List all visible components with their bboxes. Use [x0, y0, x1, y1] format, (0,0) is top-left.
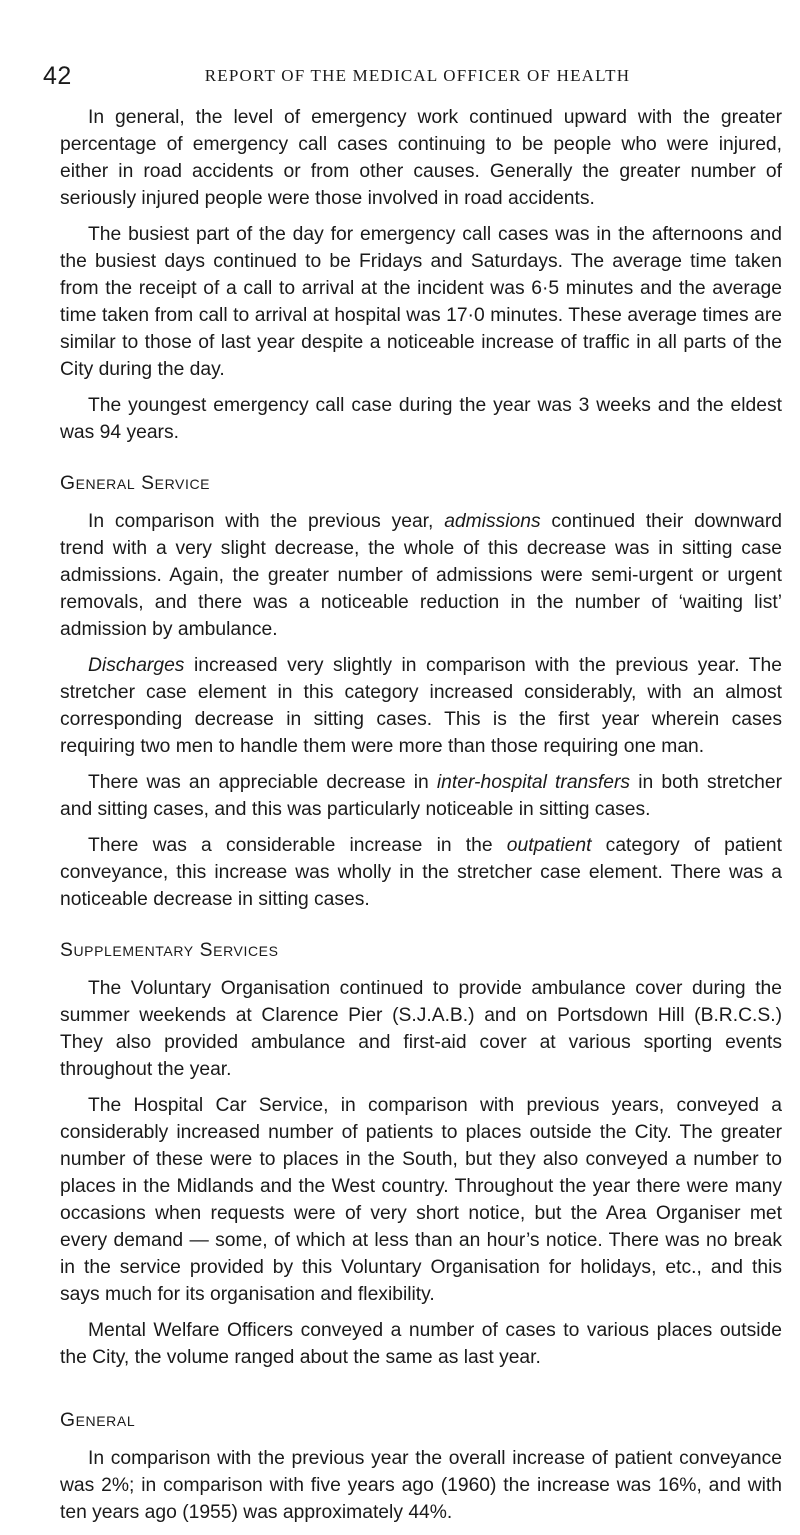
paragraph	[60, 832, 782, 913]
paragraph: The Voluntary Organisation continued to provide ambulance cover during the summer weekends at Clarence Pier (S.J.A.B.) and on Portsdown Hill (B.R.C.S.) They also provided ambulance and first-aid cover at various sporting events throughout the year.	[60, 978, 782, 1080]
general-service-section	[60, 470, 782, 913]
running-head: REPORT OF THE MEDICAL OFFICER OF HEALTH	[204, 66, 631, 85]
emphasis: Discharges	[88, 655, 185, 676]
section-heading: General Service	[60, 473, 211, 494]
section-heading: Supplementary Services	[60, 940, 279, 961]
emphasis: outpatient	[506, 835, 592, 856]
text: continued their downward trend with a very slight decrease, the whole of this decrease was in sitting case admissions. Again, the greater number of admissions were semi-urgent or urgent removals, and there was a noticeable reduction in the number of ‘waiting list’ admission by ambulance.	[60, 511, 782, 640]
supplementary-services-section	[60, 937, 782, 1371]
emphasis: admissions	[444, 511, 541, 532]
paragraph: The Hospital Car Service, in comparison with previous years, conveyed a considerably increased number of patients to places outside the City. The greater number of these were to places in the South, but they also conveyed a number to places in the Midlands and the West country. Throughout the year there were many occasions when requests were of very short notice, but the Area Organiser met every demand — some, of which at less than an hour’s notice. There was no break in the service provided by this Voluntary Organisation for holidays, etc., and this says much for its organisation and flexibility.	[60, 1095, 782, 1305]
emphasis: inter-hospital transfers	[436, 772, 631, 793]
paragraph: In general, the level of emergency work continued upward with the greater percentage of emergency call cases continuing to be people who were injured, either in road accidents or from other causes. Generally the greater number of seriously injured people were those involved in road accidents.	[60, 107, 782, 209]
paragraph: The busiest part of the day for emergency call cases was in the afternoons and the busiest days continued to be Fridays and Saturdays. The average time taken from the receipt of a call to arrival at the incident was 6·5 minutes and the average time taken from call to arrival at hospital was 17·0 minutes. These average times are similar to those of last year despite a noticeable increase of traffic in all parts of the City during the day.	[60, 224, 782, 380]
paragraph: Mental Welfare Officers conveyed a number of cases to various places outside the City, the volume ranged about the same as last year.	[60, 1320, 782, 1368]
document-body	[60, 104, 782, 1535]
paragraph	[60, 508, 782, 643]
text: category of patient conveyance, this increase was wholly in the stretcher case element. There was a noticeable decrease in sitting cases.	[60, 835, 782, 910]
paragraph: The youngest emergency call case during the year was 3 weeks and the eldest was 94 years.	[60, 395, 782, 443]
text: There was an appreciable decrease in	[88, 772, 437, 793]
general-section	[60, 1407, 782, 1526]
paragraph: In comparison with the previous year the overall increase of patient conveyance was 2%; in comparison with five years ago (1960) the increase was 16%, and with ten years ago (1955) was approximately 44%.	[60, 1448, 782, 1523]
text: increased very slightly in comparison with the previous year. The stretcher case element in this category increased considerably, with an almost corresponding decrease in sitting cases. This is the first year wherein cases requiring two men to handle them were more than those requiring one man.	[60, 655, 782, 757]
page-header	[43, 62, 752, 90]
text: in both stretcher and sitting cases, and this was particularly noticeable in sitting cases.	[60, 772, 783, 820]
paragraph	[60, 652, 782, 760]
text: In comparison with the previous year,	[88, 511, 445, 532]
paragraph	[60, 769, 782, 823]
section-heading: General	[60, 1410, 136, 1431]
page-number: 42	[43, 62, 72, 90]
intro-section	[60, 104, 782, 446]
text: There was a considerable increase in the	[88, 835, 507, 856]
